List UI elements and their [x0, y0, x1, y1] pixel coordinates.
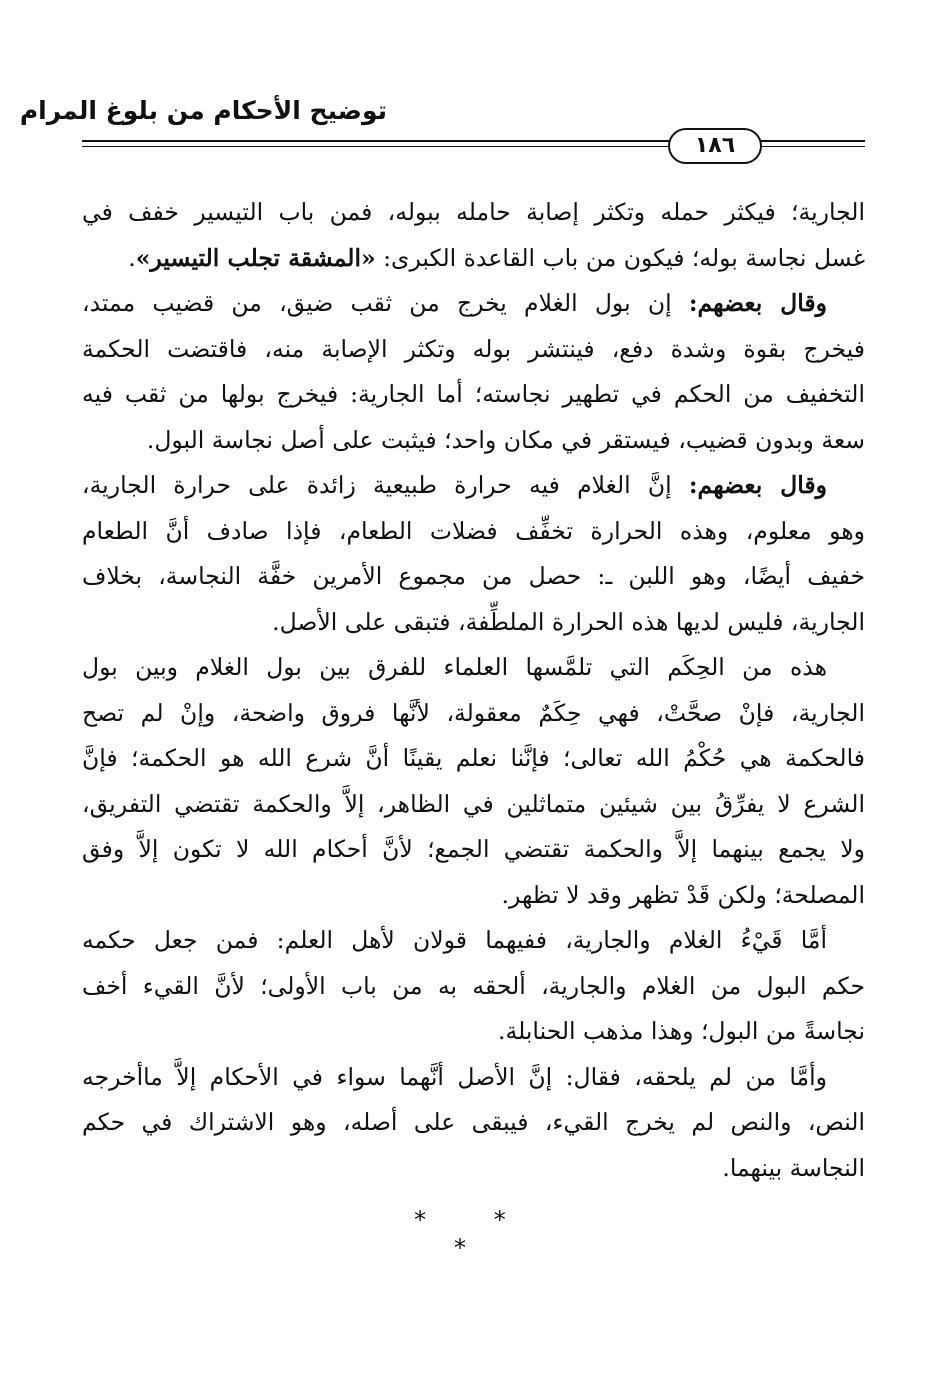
text-line: وهو معلوم، وهذه الحرارة تخفِّف فضلات الطعام، فإذا صادف أنَّ الطعام: [82, 516, 865, 545]
text-line: ولا يجمع بينهما إلاَّ والحكمة تقتضي الجمع؛ لأنَّ أحكام الله لا تكون إلاَّ وفق: [82, 835, 865, 863]
text-line: غسل نجاسة بوله؛ فيكون من باب القاعدة الكبرى: «المشقة تجلب التيسير».: [128, 243, 865, 272]
text-line: الجارية، فليس لديها هذه الحرارة الملطِّفة، فتبقى على الأصل.: [272, 607, 865, 636]
text-line: خفيف أيضًا، وهو اللبن ـ: حصل من مجموع الأمرين خفَّة النجاسة، بخلاف: [82, 562, 865, 590]
running-header-title: توضيح الأحكام من بلوغ المرام: [19, 96, 387, 125]
text-line: وقال بعضهم: إنَّ الغلام فيه حرارة طبيعية زائدة على حرارة الجارية،: [82, 471, 827, 499]
paragraph-lead: وقال بعضهم:: [688, 289, 827, 317]
text-line: الشرع لا يفرِّقُ بين شيئين متماثلين في الظاهر، إلاَّ والحكمة تقتضي التفريق،: [82, 789, 865, 818]
text-line: وقال بعضهم: إن بول الغلام يخرج من ثقب ضيق، من قضيب ممتد،: [82, 289, 827, 317]
text-line: الجارية؛ فيكثر حمله وتكثر إصابة حامله ببوله، فمن باب التيسير خفف في: [82, 198, 865, 226]
text-line: النص، والنص لم يخرج القيء، فيبقى على أصله، وهو الاشتراك في حكم: [82, 1108, 865, 1136]
text-line: المصلحة؛ ولكن قَدْ تظهر وقد لا تظهر.: [501, 880, 865, 909]
text-line: الجارية، فإنْ صحَّتْ، فهي حِكَمٌ معقولة، لأنَّها فروق واضحة، وإنْ لم تصح: [82, 698, 865, 727]
text-line: النجاسة بينهما.: [722, 1153, 865, 1182]
text-line: هذه من الحِكَم التي تلمَّسها العلماء للفرق بين بول الغلام وبين بول: [82, 653, 827, 681]
text-line: أمَّا قَيْءُ الغلام والجارية، ففيهما قولان لأهل العلم: فمن جعل حكمه: [82, 926, 827, 954]
page-number: ١٨٦: [668, 128, 762, 164]
section-separator: * * *: [414, 1206, 536, 1262]
text-line: التخفيف من الحكم في تطهير نجاسته؛ أما الجارية: فيخرج بولها من ثقب فيه: [82, 380, 865, 408]
text-line: نجاسةً من البول؛ وهذا مذهب الحنابلة.: [498, 1017, 865, 1045]
text-line: سعة وبدون قضيب، فيستقر في مكان واحد؛ فيثبت على أصل نجاسة البول.: [146, 425, 865, 454]
quoted-maxim: «المشقة تجلب التيسير»: [135, 243, 376, 272]
text-line: فالحكمة هي حُكْمُ الله تعالى؛ فإنَّنا نعلم يقينًا أنَّ شرع الله هو الحكمة؛ فإنَّ: [82, 744, 865, 772]
paragraph-lead: وقال بعضهم:: [688, 471, 827, 499]
text-line: فيخرج بقوة وشدة دفع، فينتشر بوله وتكثر الإصابة منه، فاقتضت الحكمة: [82, 334, 865, 363]
text-line: وأمَّا من لم يلحقه، فقال: إنَّ الأصل أنَّهما سواء في الأحكام إلاَّ ماأخرجه: [82, 1062, 827, 1091]
text-line: حكم البول من الغلام والجارية، ألحقه به من باب الأولى؛ لأنَّ القيء أخف: [82, 971, 865, 1000]
body-text: [82, 190, 865, 1191]
